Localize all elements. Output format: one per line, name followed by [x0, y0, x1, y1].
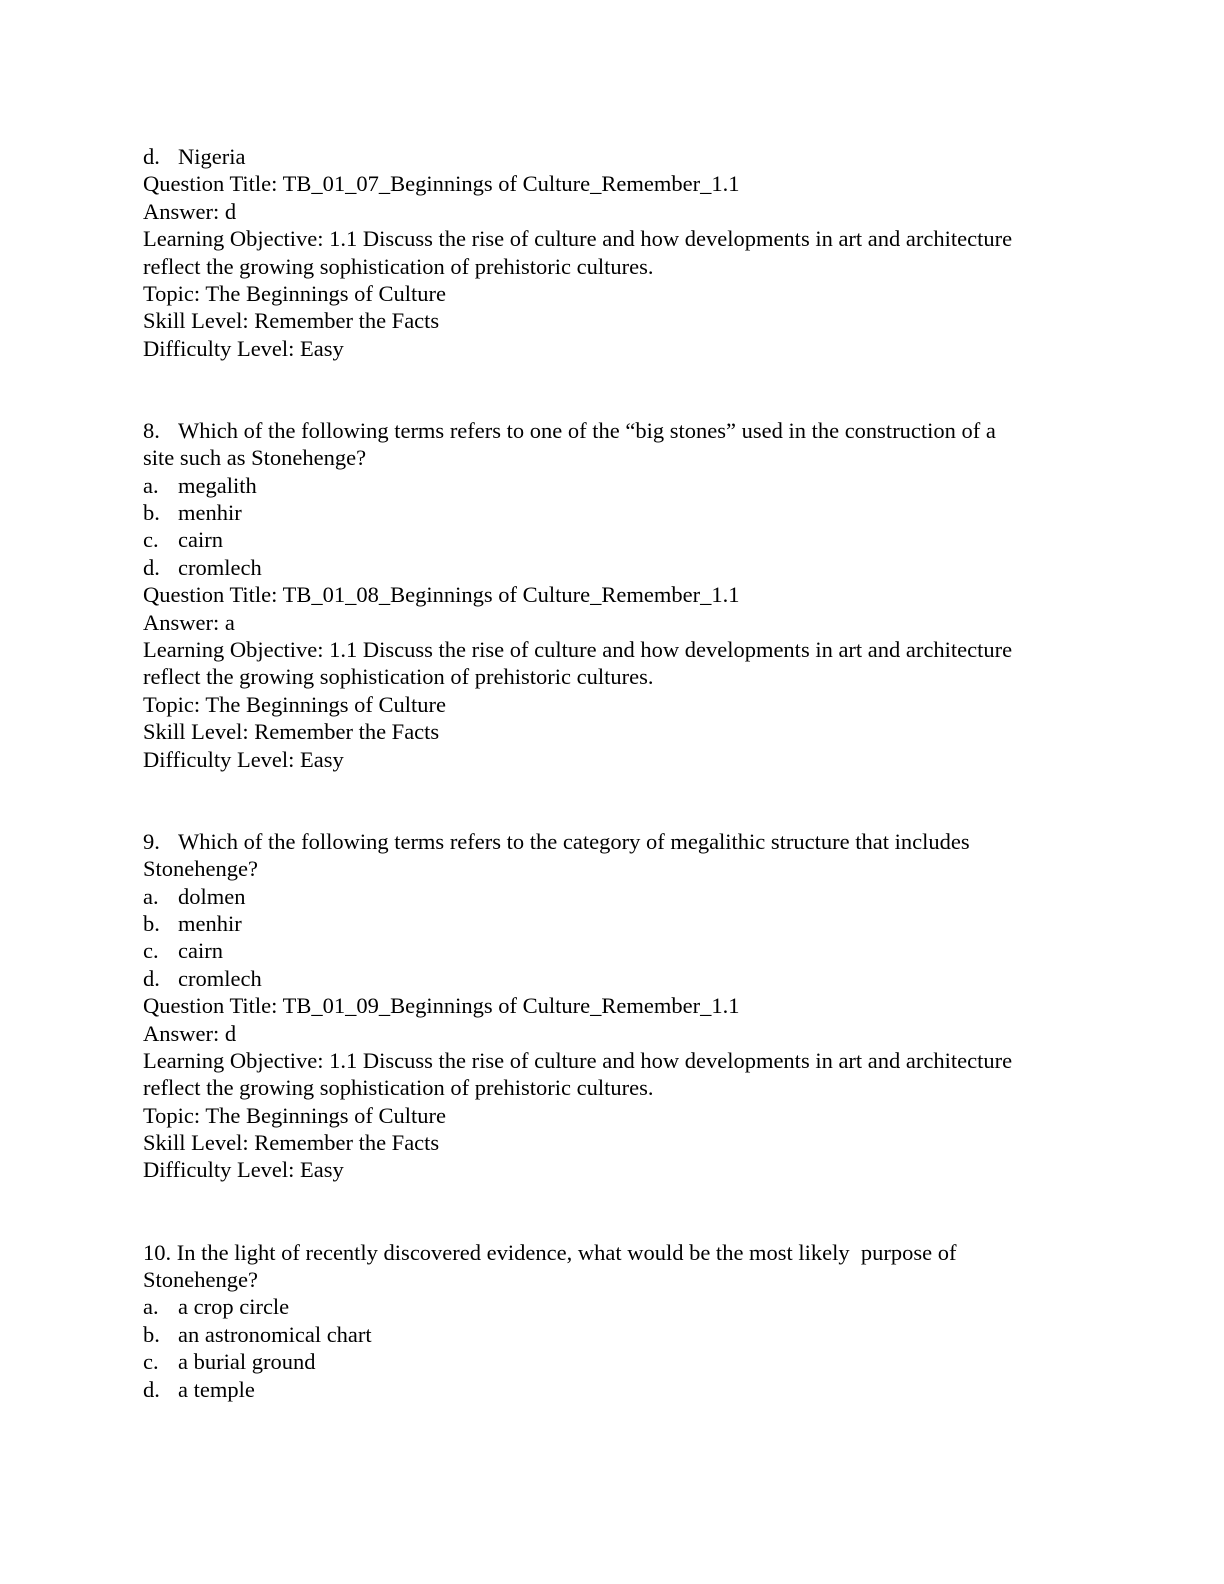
- topic: Topic: The Beginnings of Culture: [143, 280, 446, 306]
- option-a: [143, 883, 1083, 910]
- document-page: [143, 143, 1083, 1403]
- option-a: [143, 1293, 1083, 1320]
- skill-level: Skill Level: Remember the Facts: [143, 1130, 440, 1156]
- learning-objective-line-1: Learning Objective: 1.1 Discuss the rise of culture and how developments in art and architecture: [143, 1047, 1013, 1073]
- difficulty-level: Difficulty Level: Easy: [143, 746, 344, 772]
- option-text: dolmen: [178, 883, 246, 909]
- option-c: [143, 1348, 1083, 1375]
- learning-objective-line-1: Learning Objective: 1.1 Discuss the rise of culture and how developments in art and architecture: [143, 637, 1013, 663]
- answer: Answer: a: [143, 609, 235, 635]
- option-letter: b.: [143, 910, 160, 936]
- option-letter: d.: [143, 144, 160, 169]
- question-10: [143, 1239, 1083, 1403]
- option-text: menhir: [178, 910, 242, 936]
- option-text: cromlech: [178, 965, 262, 991]
- spacer: [143, 1184, 1083, 1239]
- option-text: a crop circle: [178, 1294, 290, 1320]
- option-letter: c.: [143, 527, 159, 553]
- option-text: a temple: [178, 1376, 255, 1402]
- question-number: 8.: [143, 417, 160, 443]
- question-9: [143, 828, 1083, 1184]
- option-text: cairn: [178, 938, 223, 964]
- option-a: [143, 472, 1083, 499]
- option-letter: d.: [143, 554, 160, 580]
- question-stem-line-1: [143, 828, 1083, 855]
- option-b: [143, 910, 1083, 937]
- question-title: Question Title: TB_01_08_Beginnings of Culture_Remember_1.1: [143, 582, 740, 608]
- option-text: a burial ground: [178, 1349, 316, 1375]
- option-letter: b.: [143, 1321, 160, 1347]
- option-text: megalith: [178, 472, 257, 498]
- learning-objective-line-2: reflect the growing sophistication of prehistoric cultures.: [143, 664, 654, 690]
- learning-objective-line-2: reflect the growing sophistication of prehistoric cultures.: [143, 253, 654, 279]
- question-stem-line-2: Stonehenge?: [143, 856, 258, 882]
- question-stem-line-2: Stonehenge?: [143, 1267, 258, 1293]
- option-text: cromlech: [178, 554, 262, 580]
- question-7-tail: [143, 143, 1083, 362]
- option-text: an astronomical chart: [178, 1321, 372, 1347]
- option-d: [143, 1376, 1083, 1403]
- option-c: [143, 937, 1083, 964]
- answer: Answer: d: [143, 198, 237, 224]
- option-text: cairn: [178, 527, 223, 553]
- skill-level: Skill Level: Remember the Facts: [143, 719, 440, 745]
- option-d: [143, 143, 1083, 170]
- option-d: [143, 965, 1083, 992]
- spacer: [143, 362, 1083, 417]
- question-stem-line-1: [143, 417, 1083, 444]
- option-letter: b.: [143, 500, 160, 526]
- question-text: Which of the following terms refers to the category of megalithic structure that includes: [178, 828, 970, 854]
- option-letter: a.: [143, 472, 159, 498]
- skill-level: Skill Level: Remember the Facts: [143, 308, 440, 334]
- option-letter: a.: [143, 883, 159, 909]
- topic: Topic: The Beginnings of Culture: [143, 1102, 446, 1128]
- option-text: menhir: [178, 500, 242, 526]
- spacer: [143, 773, 1083, 828]
- answer: Answer: d: [143, 1020, 237, 1046]
- option-text: Nigeria: [178, 144, 246, 169]
- question-number: 9.: [143, 828, 160, 854]
- option-b: [143, 1321, 1083, 1348]
- option-letter: d.: [143, 1376, 160, 1402]
- question-text: In the light of recently discovered evidence, what would be the most likely purpose of: [176, 1239, 957, 1265]
- topic: Topic: The Beginnings of Culture: [143, 691, 446, 717]
- option-letter: c.: [143, 938, 159, 964]
- question-stem-line-1: [143, 1239, 1083, 1266]
- question-title: Question Title: TB_01_09_Beginnings of Culture_Remember_1.1: [143, 993, 740, 1019]
- question-text: Which of the following terms refers to one of the “big stones” used in the construction of a: [178, 417, 996, 443]
- question-8: [143, 417, 1083, 773]
- question-title: Question Title: TB_01_07_Beginnings of Culture_Remember_1.1: [143, 171, 740, 197]
- option-b: [143, 499, 1083, 526]
- difficulty-level: Difficulty Level: Easy: [143, 335, 344, 361]
- learning-objective-line-2: reflect the growing sophistication of prehistoric cultures.: [143, 1075, 654, 1101]
- option-letter: d.: [143, 965, 160, 991]
- question-stem-line-2: site such as Stonehenge?: [143, 445, 367, 471]
- question-number: 10.: [143, 1239, 172, 1265]
- option-d: [143, 554, 1083, 581]
- learning-objective-line-1: Learning Objective: 1.1 Discuss the rise of culture and how developments in art and architecture: [143, 226, 1013, 252]
- option-letter: a.: [143, 1294, 159, 1320]
- option-letter: c.: [143, 1349, 159, 1375]
- difficulty-level: Difficulty Level: Easy: [143, 1157, 344, 1183]
- option-c: [143, 526, 1083, 553]
